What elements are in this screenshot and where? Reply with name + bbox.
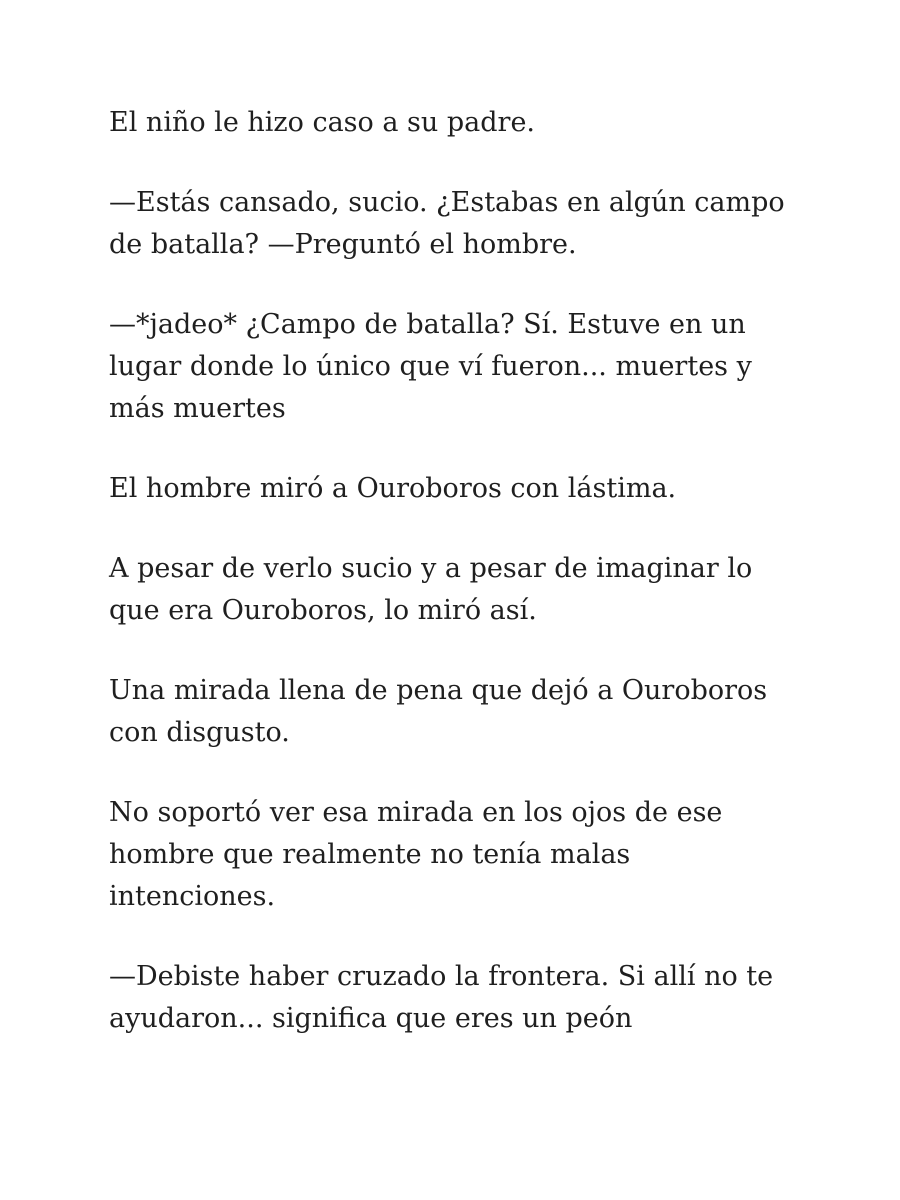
paragraph-8: —Debiste haber cruzado la frontera. Si allí no te ayudaron... significa que eres un peón <box>109 961 774 1034</box>
paragraph-7: No soportó ver esa mirada en los ojos de ese hombre que realmente no tenía malas intenciones. <box>109 797 723 912</box>
paragraph-4: El hombre miró a Ouroboros con lástima. <box>109 473 677 504</box>
paragraph-2: —Estás cansado, sucio. ¿Estabas en algún campo de batalla? —Preguntó el hombre. <box>109 187 785 260</box>
paragraph-1: El niño le hizo caso a su padre. <box>109 107 536 138</box>
paragraph-5: A pesar de verlo sucio y a pesar de imaginar lo que era Ouroboros, lo miró así. <box>109 553 753 626</box>
story-text <box>109 102 809 1078</box>
paragraph-3: —*jadeo* ¿Campo de batalla? Sí. Estuve en un lugar donde lo único que ví fueron... muertes y más muertes <box>109 309 752 424</box>
paragraph-6: Una mirada llena de pena que dejó a Ouroboros con disgusto. <box>109 675 768 748</box>
